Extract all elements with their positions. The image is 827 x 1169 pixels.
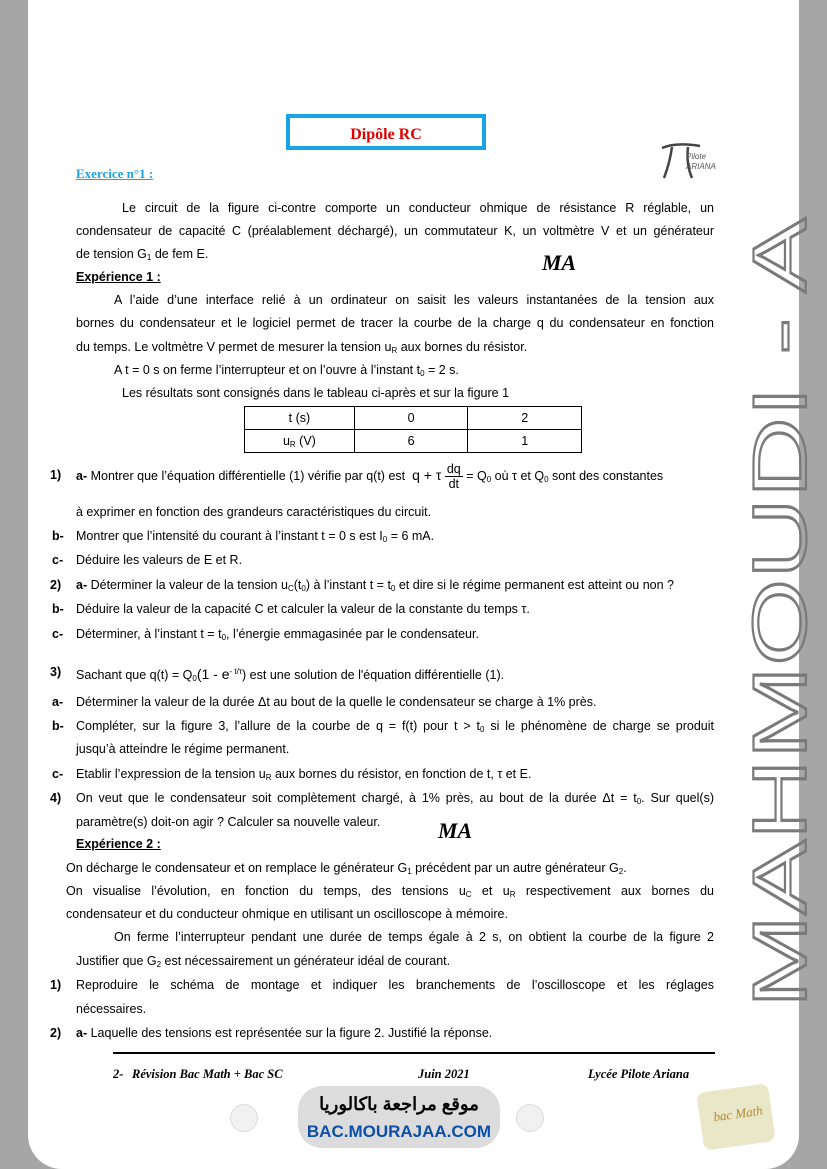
footer-page-number: 2- [113,1067,124,1081]
question-label: a- [52,695,64,709]
question-3c: Etablir l’expression de la tension $u_R$ aux bornes du résistor, en fonction de t, τ et E. [76,767,532,782]
exp2-line-4: On ferme l’interrupteur pendant une durée de temps égale à 2 s, on obtient la courbe de la figure 2 [114,930,714,944]
question-1c: Déduire les valeurs de E et R. [76,553,243,567]
footer-school: Lycée Pilote Ariana [588,1067,690,1081]
bac-math-badge-text: bac Math [712,1102,764,1125]
pilote-ariana-logo [656,138,736,184]
intro-line-2: condensateur de capacité C (préalablement déchargé), un commutateur K, un voltmètre V et un générateur [76,224,714,238]
intro-line-1: Le circuit de la figure ci-contre comporte un conducteur ohmique de résistance R réglable, un [122,201,714,215]
exp2-line-1: On décharge le condensateur et on remplace le générateur $G_1$ précédent par un autre générateur $G_2$. [66,861,627,876]
site-name-arabic: موقع مراجعة باكالوريا [319,1094,479,1114]
table-cell: 2 [468,407,582,430]
site-logo-left [230,1104,258,1132]
exercise-title: Exercice n°1 : [76,166,154,181]
page-title: Dipôle RC [350,126,422,143]
watermark-graphic [738,210,823,1010]
table-cell: 1 [468,430,582,453]
exp1-line-4: A t = 0 s on ferme l’interrupteur et on l’ouvre à l’instant $t_0 = 2$ s. [114,363,459,378]
table-row [245,430,582,453]
intro-line-3: de tension $G_1$ de fem E. [76,247,209,262]
question-3: Sachant que $q(t) = Q_0(1 - e^{- t/\tau})$ est une solution de l'équation différentielle (1). [76,666,505,684]
exp2-line-3: condensateur et du conducteur ohmique en utilisant un oscilloscope à mémoire. [66,907,508,921]
exp1-line-5: Les résultats sont consignés dans le tableau ci-après et sur la figure 1 [122,386,510,400]
question-2c: Déterminer, à l’instant $t = t_0$, l’énergie emmagasinée par le condensateur. [76,627,479,642]
footer-revision: Révision Bac Math + Bac SC [132,1067,283,1081]
question-4-line-2: paramètre(s) doit-on agir ? Calculer sa nouvelle valeur. [76,815,381,829]
question-3a: Déterminer la valeur de la durée Δt au bout de la quelle le condensateur se charge à 1% près. [76,695,597,709]
question-2a: a- Déterminer la valeur de la tension $u_C(t_0)$ à l’instant $t = t_0$ et dire si le régime permanent est atteint ou non ? [76,578,675,593]
question-label: c- [52,553,64,567]
experience-2-heading: Expérience 2 : [76,837,161,851]
question-1a-line-2: à exprimer en fonction des grandeurs caractéristiques du circuit. [76,505,432,519]
watermark-text: MAHMOUDI - A [738,471,823,1008]
question-1a: a- Montrer que l’équation différentielle (1) vérifie par q(t) est q + τ $\frac{dq}{dt}$ = $Q_0$ où τ et $Q_0$ sont des constantes [76,462,664,492]
document-page [28,0,823,1169]
exp2-line-2: On visualise l’évolution, en fonction du temps, des tensions $u_C$ et $u_R$ respectivement aux bornes du [66,884,714,899]
experience-1-heading: Expérience 1 : [76,270,161,284]
site-logo-right [516,1104,544,1132]
question-number: 2) [50,1026,62,1040]
table-cell: 6 [354,430,468,453]
question-number: 3) [50,665,62,679]
footer-date: Juin 2021 [418,1067,470,1081]
data-table [244,406,582,453]
footer-divider [113,1052,715,1054]
exp2-question-1-line-2: nécessaires. [76,1002,147,1016]
question-2b: Déduire la valeur de la capacité C et calculer la valeur de la constante du temps τ. [76,602,530,616]
table-header-cell: t (s) [245,407,355,430]
question-number: 1) [50,978,62,992]
question-label: b- [52,529,64,543]
table-row [245,407,582,430]
ma-mark: MA [438,818,473,843]
exp1-line-2: bornes du condensateur et le logiciel permet de tracer la courbe de la charge q du condensateur en fonction [76,316,714,330]
exp1-line-1: A l’aide d’une interface relié à un ordinateur on saisit les valeurs instantanées de la tension aux [114,293,714,307]
question-1b: Montrer que l’intensité du courant à l’instant t = 0 s est $I_0 = 6$ mA. [76,529,435,544]
question-4: On veut que le condensateur soit complètement chargé, à 1% près, au bout de la durée $\Delta t = t_0$. Sur quel(s) [76,791,714,806]
question-label: b- [52,602,64,616]
table-header-cell: $u_R$ (V) [245,430,355,453]
question-label: b- [52,719,64,733]
question-label: c- [52,767,64,781]
question-label: c- [52,627,64,641]
question-number: 4) [50,791,62,805]
table-cell: 0 [354,407,468,430]
logo-text: Pilote ARIANA [686,152,716,171]
author-watermark [738,210,823,1010]
exp1-line-3: du temps. Le voltmètre V permet de mesurer la tension $u_R$ aux bornes du résistor. [76,340,528,355]
question-number: 2) [50,578,62,592]
question-number: 1) [50,468,62,482]
ma-mark: MA [542,250,577,275]
question-3b: Compléter, sur la figure 3, l’allure de la courbe de q = f(t) pour $t > t_0$ si le phénomène de charge se produit [76,719,715,734]
question-3b-line-2: jusqu’à atteindre le régime permanent. [76,742,290,756]
exp2-question-1: Reproduire le schéma de montage et indiquer les branchements de l’oscilloscope et les réglages [76,978,714,992]
fraction-dq-dt: $\frac{dq}{dt}$ [446,462,461,492]
exp2-line-5: Justifier que $G_2$ est nécessairement un générateur idéal de courant. [76,954,451,969]
exp2-question-2a: a- Laquelle des tensions est représentée sur la figure 2. Justifié la réponse. [76,1026,493,1040]
site-url[interactable]: BAC.MOURAJAA.COM [306,1122,492,1141]
